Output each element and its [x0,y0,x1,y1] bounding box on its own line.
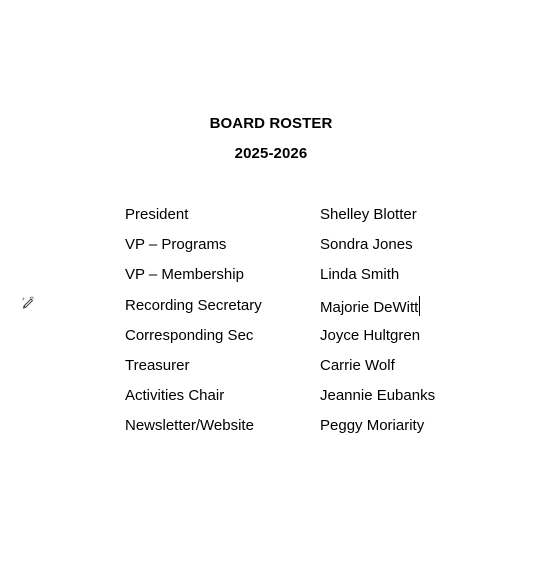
role-label: Corresponding Sec [125,326,254,344]
member-name-with-cursor [320,296,420,318]
role-label: Newsletter/Website [125,417,254,435]
roster-row [125,235,485,265]
role-label: President [125,206,189,223]
roster-row [125,326,485,356]
document-subtitle: 2025-2026 [234,145,308,162]
roster-row [125,296,485,326]
role-label: Recording Secretary [125,296,262,314]
member-name: Shelley Blotter [320,206,417,223]
pen-edit-icon[interactable] [21,295,35,309]
roster-row [125,356,485,386]
roster-table [125,205,485,447]
member-name: Sondra Jones [320,236,413,254]
member-name: Carrie Wolf [320,356,395,374]
member-name: Peggy Moriarity [320,417,425,435]
text-cursor [419,296,420,316]
member-name: Majorie DeWitt [320,298,419,316]
roster-row [125,416,485,446]
roster-row [125,205,485,235]
document-title: BOARD ROSTER [209,115,333,132]
role-label: VP – Programs [125,236,227,254]
member-name: Linda Smith [320,266,400,284]
member-name: Jeannie Eubanks [320,387,436,405]
role-label: Activities Chair [125,387,225,405]
roster-row [125,265,485,295]
member-name: Joyce Hultgren [320,326,421,344]
role-label: VP – Membership [125,266,244,284]
roster-row [125,386,485,416]
role-label: Treasurer [125,356,190,374]
